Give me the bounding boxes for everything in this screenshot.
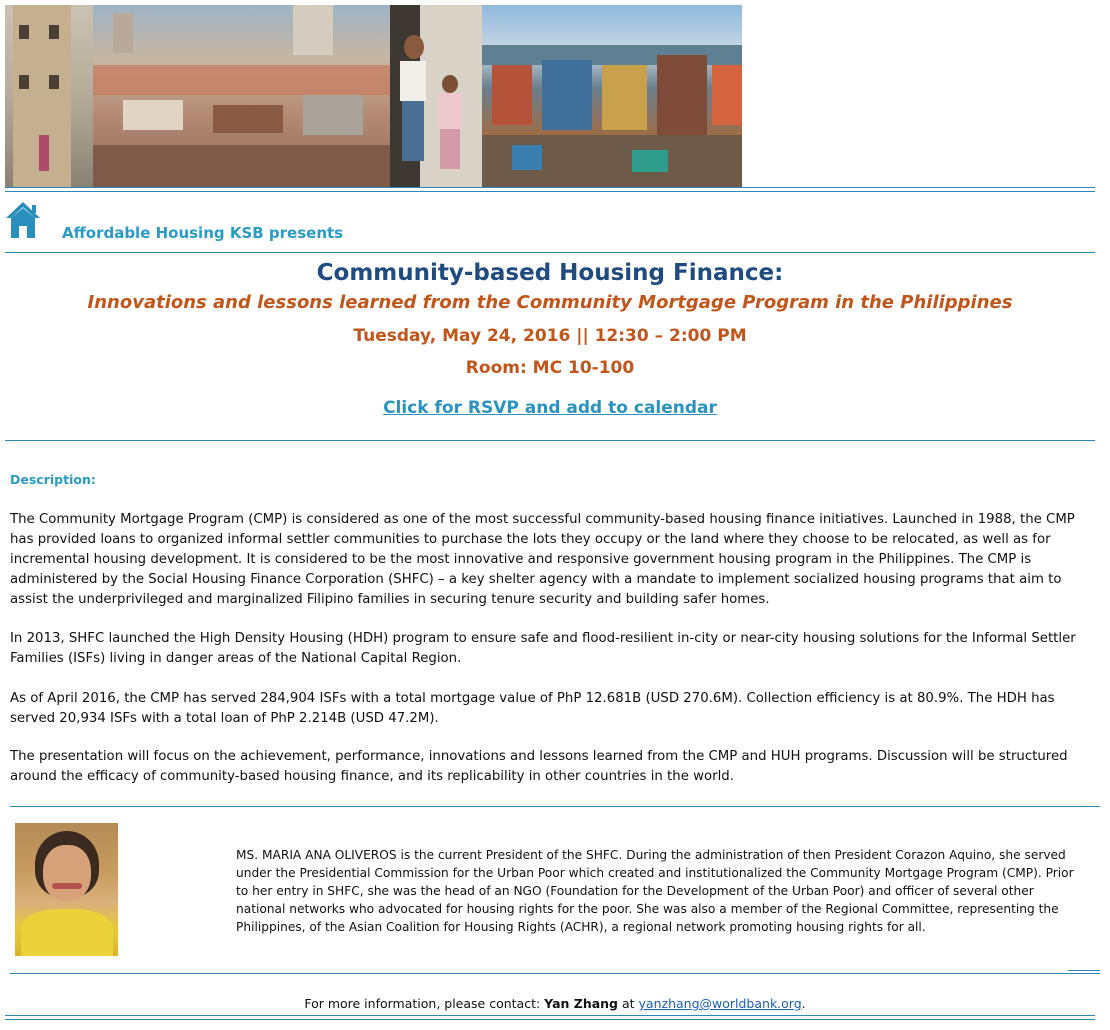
- event-title: Community-based Housing Finance:: [316, 260, 784, 286]
- speaker-photo: [15, 823, 118, 956]
- contact-prefix: For more information, please contact:: [304, 996, 545, 1011]
- banner-photo-city-slums: [93, 5, 390, 188]
- banner-photo-market-stalls: [482, 5, 742, 188]
- rsvp-link[interactable]: Click for RSVP and add to calendar: [383, 398, 717, 418]
- contact-at: at: [618, 996, 639, 1011]
- header-banner-photos: [5, 5, 742, 188]
- event-room: Room: MC 10-100: [465, 358, 635, 378]
- home-icon: [5, 201, 41, 239]
- divider: [5, 252, 1095, 253]
- presenter-heading: Affordable Housing KSB presents: [62, 224, 344, 242]
- description-paragraph: The Community Mortgage Program (CMP) is considered as one of the most successful community-based housing finance initiatives. Launched in 1988, the CMP has provided loans to organized informal settler communities to purchase the lots they occupy or the land where they choose to be relocated, as well as for incremental housing development. It is considered to be the most innovative and responsive government housing program in the Philippines. The CMP is administered by the Social Housing Finance Corporation (SHFC) – a key shelter agency with a mandate to implement socialized housing programs that aim to assist the underprivileged and marginalized Filipino families in securing tenure security and building safer homes.: [10, 512, 1075, 607]
- contact-line: [0, 996, 1110, 1011]
- description-paragraph: In 2013, SHFC launched the High Density Housing (HDH) program to ensure safe and flood-resilient in-city or near-city housing solutions for the Informal Settler Families (ISFs) living in danger areas of the National Capital Region.: [10, 631, 1076, 666]
- banner-photo-children: [390, 5, 482, 188]
- divider-accent: [1068, 970, 1100, 971]
- banner-photo-building: [5, 5, 93, 188]
- description-paragraph: As of April 2016, the CMP has served 284,904 ISFs with a total mortgage value of PhP 12.681B (USD 270.6M). Collection efficiency is at 80.9%. The HDH has served 20,934 ISFs with a total loan of PhP 2.214B (USD 47.2M).: [10, 691, 1055, 726]
- speaker-bio: MS. MARIA ANA OLIVEROS is the current President of the SHFC. During the administration of then President Corazon Aquino, she served under the Presidential Commission for the Urban Poor which created and institutionalized the Community Mortgage Program (CMP). Prior to her entry in SHFC, she was the head of an NGO (Foundation for the Development of the Urban Poor) and officer of several other national networks who advocated for housing rights for the poor. She was also a member of the Regional Committee, representing the Philippines, of the Asian Coalition for Housing Rights (ACHR), a regional network promoting housing rights for all.: [236, 848, 1074, 934]
- contact-suffix: .: [801, 996, 806, 1011]
- footer-divider: [5, 1015, 1095, 1020]
- banner-divider: [5, 187, 1095, 192]
- rsvp-link-row: [0, 398, 1100, 418]
- description-label: Description:: [10, 472, 96, 487]
- divider: [10, 806, 1100, 807]
- contact-name: Yan Zhang: [544, 996, 619, 1011]
- event-date-time: Tuesday, May 24, 2016 || 12:30 – 2:00 PM: [353, 326, 747, 346]
- contact-email-link[interactable]: yanzhang@worldbank.org: [638, 996, 802, 1011]
- event-subtitle: Innovations and lessons learned from the Community Mortgage Program in the Philippines: [87, 292, 1013, 313]
- divider: [5, 440, 1095, 441]
- divider: [10, 973, 1100, 974]
- description-paragraph: The presentation will focus on the achievement, performance, innovations and lessons learned from the CMP and HUH programs. Discussion will be structured around the efficacy of community-based housing finance, and its replicability in other countries in the world.: [10, 749, 1068, 784]
